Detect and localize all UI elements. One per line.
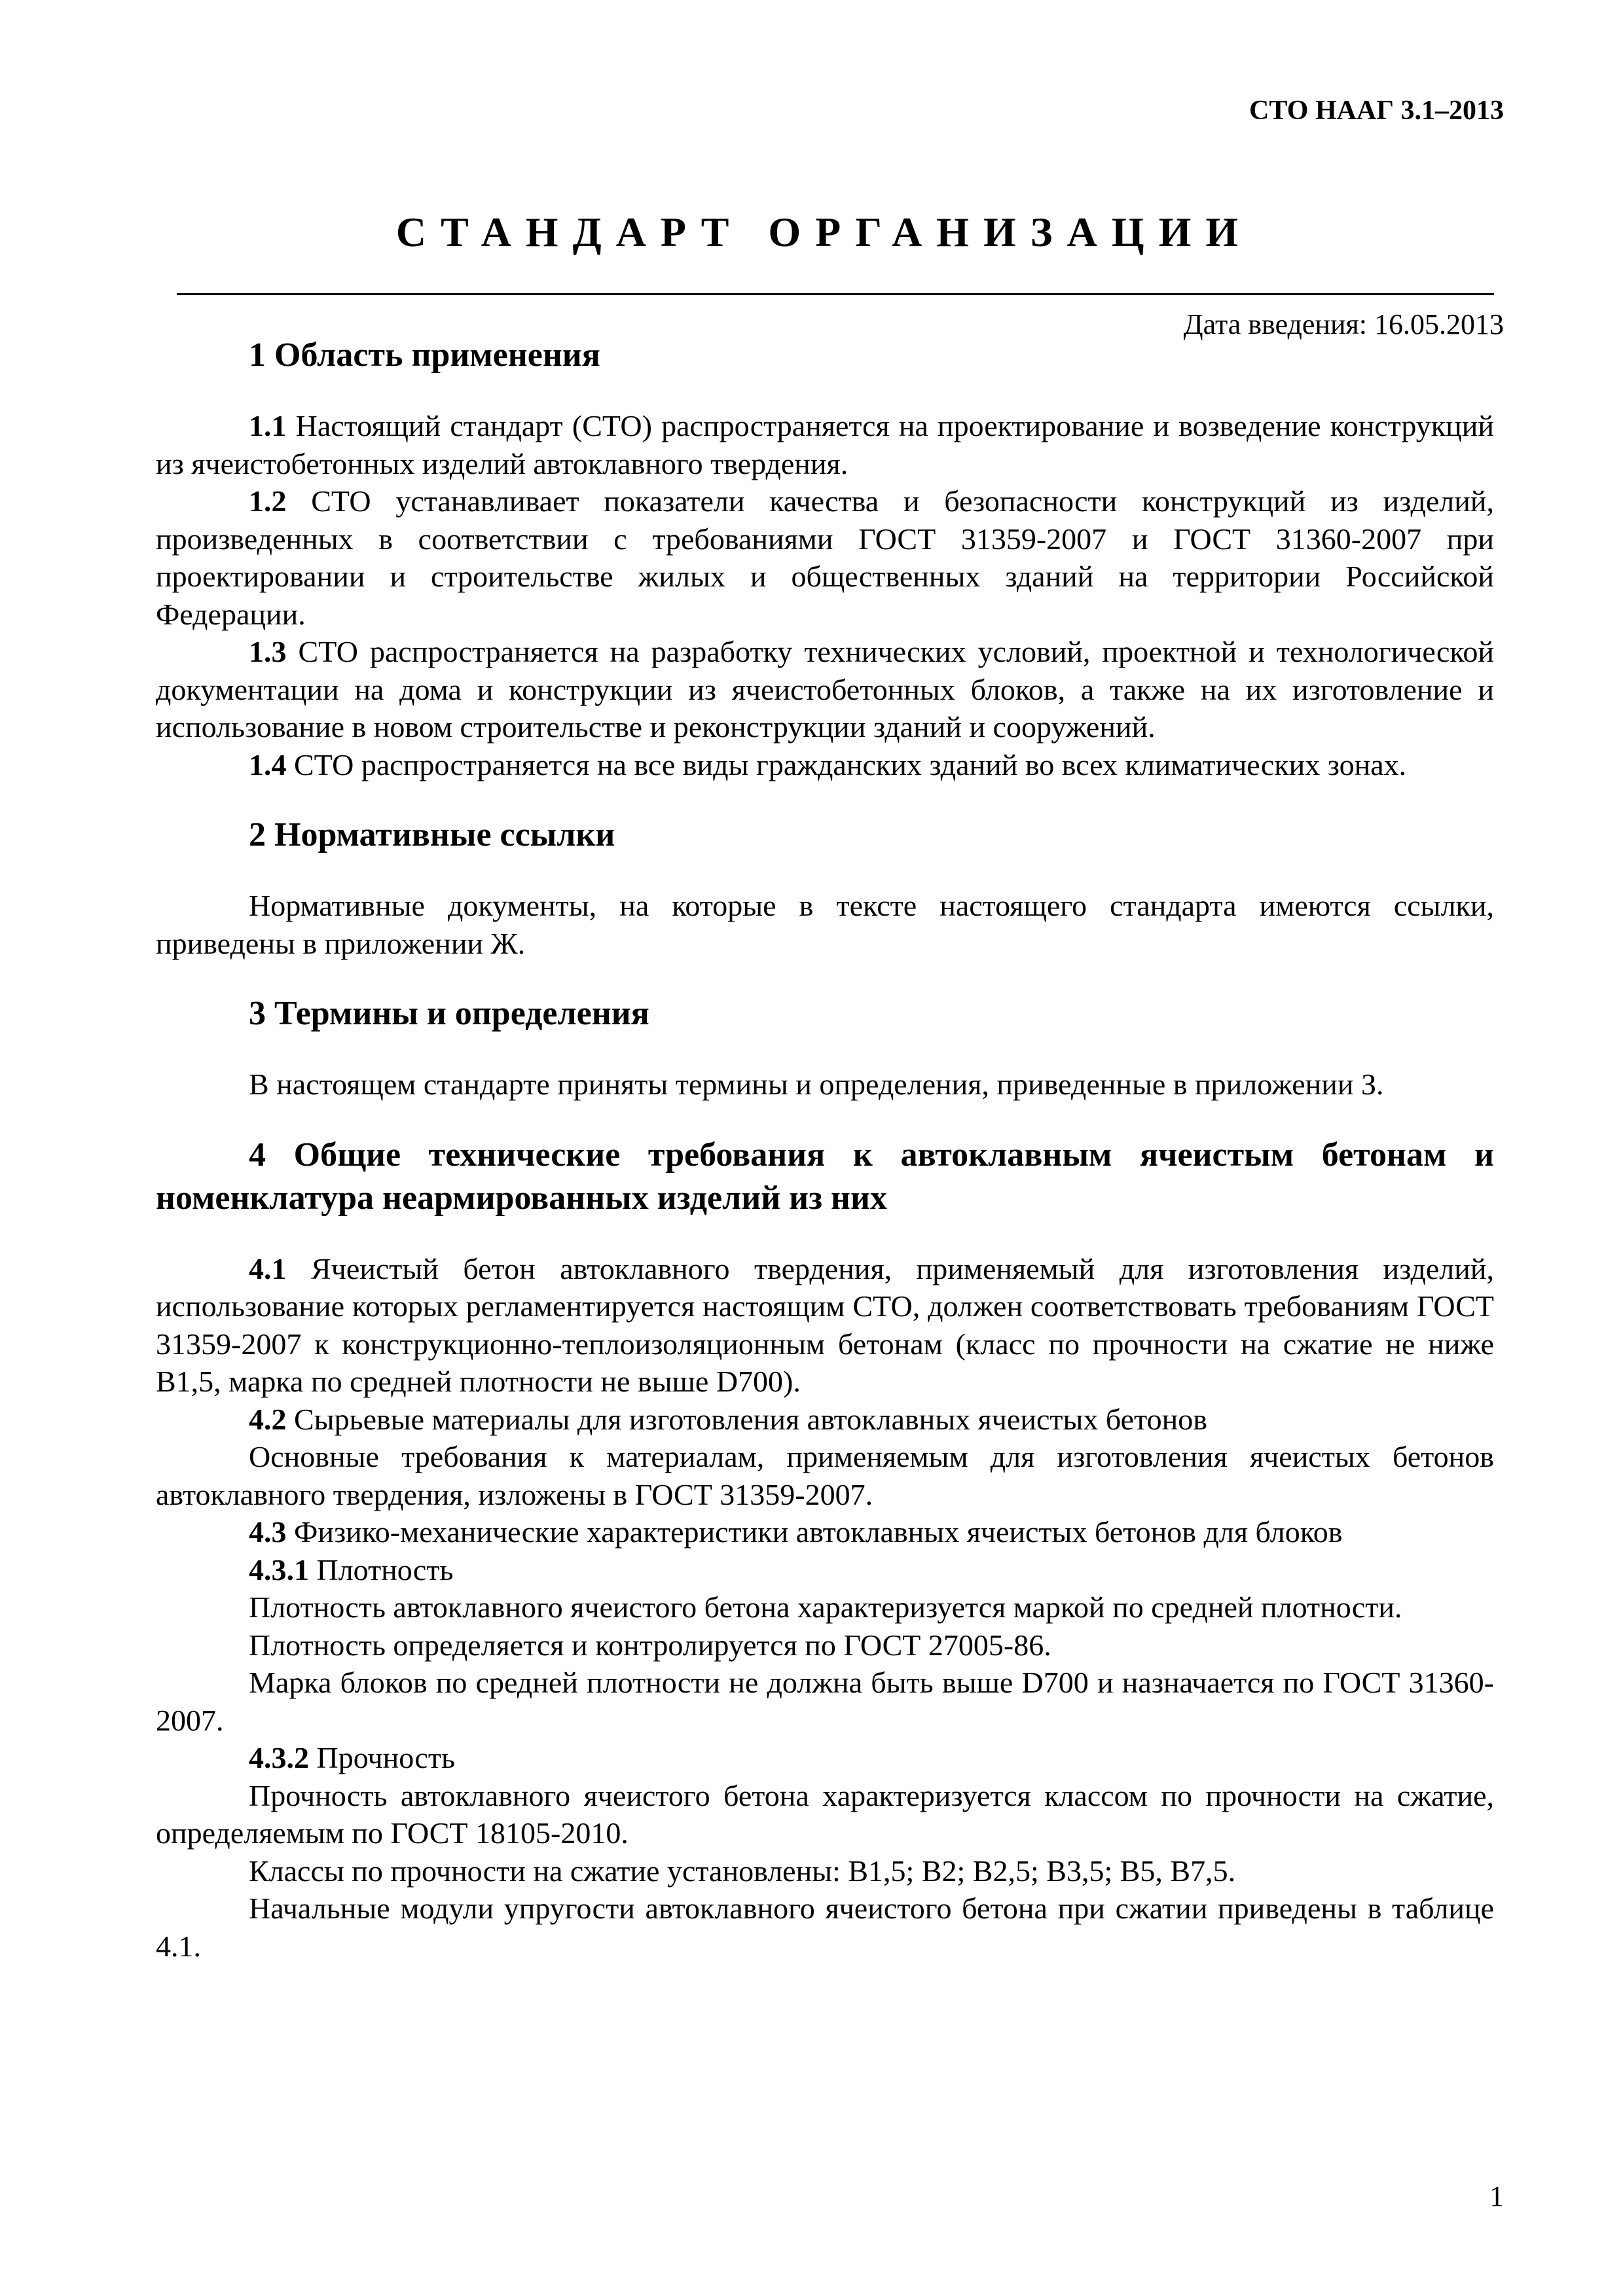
paragraph-4-3-2-body-3: Начальные модули упругости автоклавного ячеистого бетона при сжатии приведены в таблице 4.1. (156, 1892, 1494, 1963)
paragraph-4-3-2 (156, 1739, 1494, 1777)
clause-text: Физико-механические характеристики автоклавных ячеистых бетонов для блоков (286, 1515, 1343, 1549)
paragraph-1-2 (156, 482, 1494, 633)
clause-text: Плотность (309, 1552, 454, 1587)
paragraph-4-2-body: Основные требования к материалам, применяемым для изготовления ячеистых бетонов автоклавного твердения, изложены в ГОСТ 31359-2007. (156, 1440, 1494, 1511)
page-number: 1 (1489, 2180, 1504, 2212)
clause-text: СТО распространяется на все виды гражданских зданий во всех климатических зонах. (286, 747, 1407, 781)
clause-text: Настоящий стандарт (СТО) распространяется на проектирование и возведение конструкций из ячеистобетонных изделий автоклавного твердения. (156, 409, 1494, 480)
paragraph-4-3-1-body-1: Плотность автоклавного ячеистого бетона характеризуется маркой по средней плотности. (249, 1590, 1402, 1624)
clause-number: 4.2 (249, 1402, 287, 1436)
paragraph-4-3-1-body-2: Плотность определяется и контролируется по ГОСТ 27005-86. (249, 1628, 1051, 1662)
paragraph-4-1 (156, 1250, 1494, 1401)
clause-text: Прочность (309, 1741, 455, 1774)
paragraph-4-3-2-body-1: Прочность автоклавного ячеистого бетона характеризуется классом по прочности на сжатие, определяемым по ГОСТ 18105-2010. (156, 1778, 1494, 1850)
clause-number: 4.3.1 (249, 1552, 309, 1587)
clause-number: 1.2 (249, 484, 287, 518)
clause-text: Сырьевые материалы для изготовления автоклавных ячеистых бетонов (286, 1402, 1207, 1436)
spacer (156, 1103, 1494, 1134)
clause-number: 4.3.2 (249, 1741, 309, 1774)
spacer (156, 783, 1494, 814)
section-1-heading: 1 Область применения (249, 336, 600, 374)
spacer (156, 962, 1494, 992)
clause-number: 4.1 (249, 1251, 287, 1285)
paragraph-3: В настоящем стандарте приняты термины и определения, приведенные в приложении З. (249, 1067, 1384, 1101)
clause-number: 1.3 (249, 635, 287, 668)
spacer (156, 857, 1494, 887)
document-body (156, 334, 1494, 1965)
clause-number: 1.1 (249, 409, 287, 442)
section-2-heading: 2 Нормативные ссылки (249, 816, 615, 853)
section-3-heading: 3 Термины и определения (249, 995, 649, 1032)
spacer (156, 1220, 1494, 1250)
clause-number: 4.3 (249, 1515, 287, 1549)
paragraph-1-4 (156, 746, 1494, 784)
clause-number: 1.4 (249, 747, 287, 781)
document-title: СТАНДАРТ ОРГАНИЗАЦИИ (395, 209, 1253, 255)
paragraph-4-3-1 (156, 1551, 1494, 1589)
paragraph-2: Нормативные документы, на которые в тексте настоящего стандарта имеются ссылки, приведены в приложении Ж. (156, 889, 1494, 960)
spacer (156, 377, 1494, 407)
title-divider (177, 293, 1494, 295)
paragraph-4-3-1-body-3: Марка блоков по средней плотности не должна быть выше D700 и назначается по ГОСТ 31360-2007. (156, 1666, 1494, 1737)
paragraph-1-3 (156, 633, 1494, 746)
paragraph-4-3 (156, 1513, 1494, 1551)
introduction-date: Дата введения: 16.05.2013 (1183, 308, 1504, 340)
clause-text: Ячеистый бетон автоклавного твердения, применяемый для изготовления изделий, использование которых регламентируется настоящим СТО, должен соответствовать требованиям ГОСТ 31359-2007 к конструкционно-теплоизоляционным бетонам (класс по прочности на сжатие не ниже В1,5, марка по средней плотности не выше D700). (156, 1251, 1494, 1398)
document-code: СТО НААГ 3.1–2013 (1249, 96, 1504, 126)
clause-text: СТО устанавливает показатели качества и безопасности конструкций из изделий, произведенных в соответствии с требованиями ГОСТ 31359-2007 и ГОСТ 31360-2007 при проектировании и строительстве жилых и общественных зданий на территории Российской Федерации. (156, 484, 1494, 631)
paragraph-4-2 (156, 1401, 1494, 1439)
spacer (156, 1035, 1494, 1066)
paragraph-1-1 (156, 407, 1494, 482)
section-4-heading: 4 Общие технические требования к автоклавным ячеистым бетонам и номенклатура неармированных изделий из них (156, 1136, 1494, 1217)
clause-text: СТО распространяется на разработку технических условий, проектной и технологической документации на дома и конструкции из ячеистобетонных блоков, а также на их изготовление и использование в новом строительстве и реконструкции зданий и сооружений. (156, 635, 1494, 744)
paragraph-4-3-2-body-2: Классы по прочности на сжатие установлены: В1,5; В2; В2,5; В3,5; В5, В7,5. (249, 1854, 1236, 1888)
